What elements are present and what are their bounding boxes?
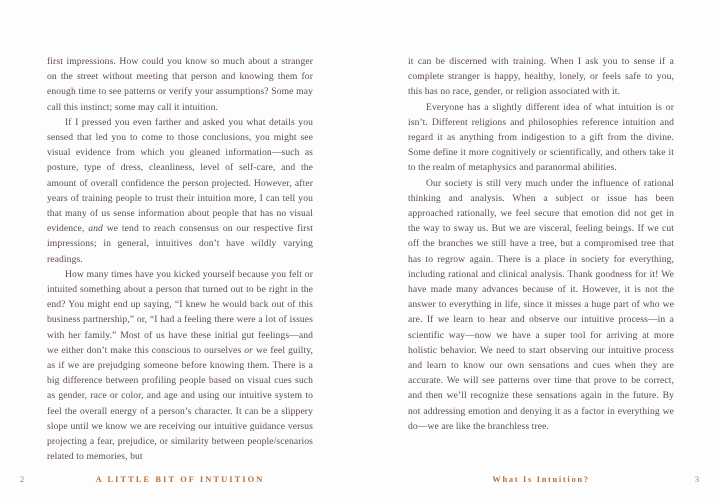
paragraph: [408, 100, 674, 176]
left-page-text: [47, 54, 313, 464]
text-segment: Everyone has a slightly different idea of what intuition is or isn’t. Different religions and philosophies reference intuition and regard it as anything from indigestion to a gift from the divine. Some define it more cognitively or scientifically, and others take it to the realm of metaphysics and paranormal abilities.: [408, 101, 674, 174]
left-page-number: 2: [20, 475, 25, 484]
text-segment: If I pressed you even farther and asked you what details you sensed that led you to come to those conclusions, you might see visual evidence from which you gleaned information—such as posture, type of dress, cleanliness, level of self-care, and the amount of overall confidence the person projected. However, after years of training people to trust their intuition more, I can tell you that many of us sense information about people that has no visual evidence,: [47, 116, 313, 235]
text-segment: it can be discerned with training. When I ask you to sense if a complete stranger is happy, healthy, lonely, or feels safe to you, this has no race, gender, or religion associated with it.: [408, 56, 674, 98]
right-page: [360, 0, 720, 504]
right-running-head: What Is Intuition?: [492, 475, 590, 484]
text-segment: How many times have you kicked yourself because you felt or intuited something about a person that turned out to be right in the end? You might end up saying, “I knew he would back out of this business partnership,” or, “I had a feeling there were a lot of issues with her family.” Most of us have these initial gut feelings—and we either don’t make this conscious to ourselves: [47, 268, 313, 356]
right-page-number: 3: [694, 475, 699, 484]
paragraph: [47, 54, 313, 115]
text-segment: first impressions. How could you know so much about a stranger on the street without meeting that person and knowing them for enough time to see patterns or verify your assumptions? Some may call this instinct; some may call it intuition.: [47, 56, 313, 113]
text-segment: Our society is still very much under the influence of rational thinking and analysis. When a subject or issue has been approached rationally, we feel secure that emotion did not get in the way to sway us. But we are visceral, feeling beings. If we cut off the branches we still have a tree, but a compromised tree that has to regrow again. There is a place in society for everything, including rational and clinical analysis. Thank goodness for it! We have made many advances because of it. However, it is not the answer to everything in life, since it misses a huge part of who we are. If we learn to hear and observe our intuitive process—in a scientific way—now we have a super tool for arriving at more holistic behavior. We need to start observing our intuitive process and learn to know our own sensations and cues when they are accurate. We will see patterns over time that prove to be correct, and then we’ll recognize these sensations again in the future. By not addressing emotion and denying it as a factor in everything we do—we are like the branchless tree.: [408, 177, 674, 432]
paragraph: [47, 115, 313, 267]
paragraph: [408, 176, 674, 434]
paragraph: [408, 54, 674, 100]
text-segment: we tend to reach consensus on our respective first impressions; in general, intuitives don’t have wildly varying readings.: [47, 223, 313, 265]
italic-text-segment: and: [88, 223, 103, 235]
text-segment: we feel guilty, as if we are prejudging someone before knowing them. There is a big difference between profiling people based on visual cues such as gender, race or color, and age and using our intuitive system to feel the overall energy of a person’s character. It can be a slippery slope until we know we are receiving our intuitive guidance versus projecting a fear, prejudice, or similarity between people/scenarios related to memories, but: [47, 344, 313, 463]
paragraph: [47, 267, 313, 465]
left-running-head: A LITTLE BIT OF INTUITION: [95, 475, 265, 484]
right-page-text: [408, 54, 674, 434]
italic-text-segment: or: [244, 344, 253, 356]
